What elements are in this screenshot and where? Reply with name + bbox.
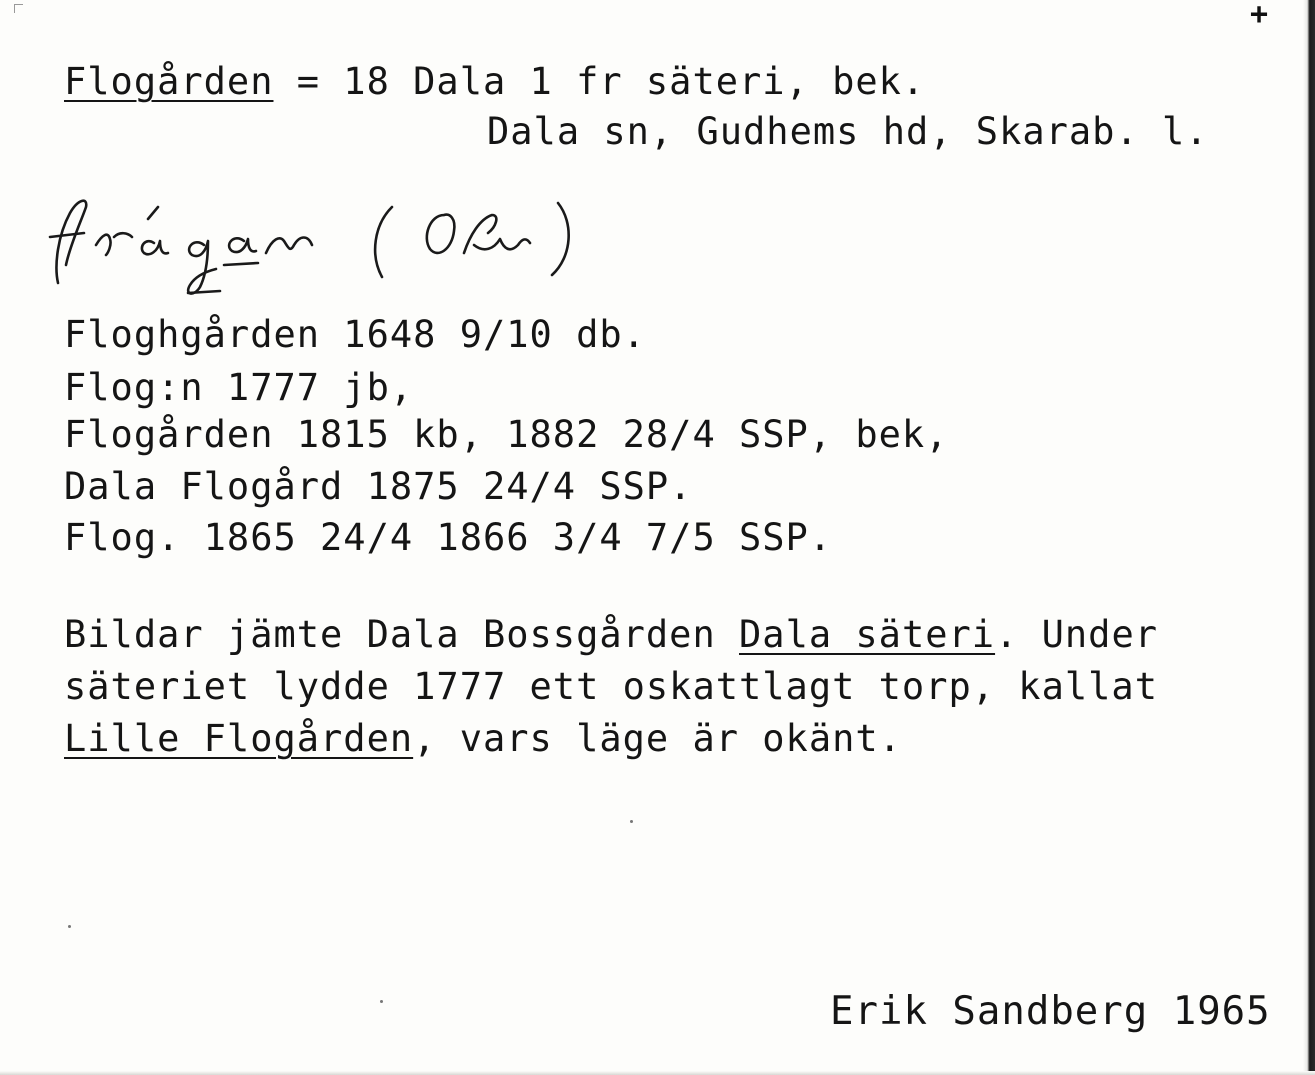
record-line: Dala Flogård 1875 24/4 SSP. [64,465,693,508]
header-line-1 [64,62,925,102]
lille-flogarden-link: Lille Flogården [64,717,414,760]
record-line: Flog. 1865 24/4 1866 3/4 7/5 SSP. [64,516,833,559]
dust-speck [630,820,633,823]
header-line-1-rest: = 18 Dala 1 fr säteri, bek. [273,60,926,103]
description-text: . Under [995,613,1158,656]
dust-speck [380,1000,383,1003]
card-edge-shadow [1303,0,1315,1075]
record-line: Floghgården 1648 9/10 db. [64,313,646,356]
handwritten-note [44,175,584,305]
description-text: , vars läge är okänt. [413,717,902,760]
record-line: Flog:n 1777 jb, [64,366,414,409]
place-name: Flogården [64,60,274,103]
description-line-2: säteriet lydde 1777 ett oskattlagt torp, kallat [64,665,1158,708]
corner-tick [14,4,23,13]
dala-sateri-link: Dala säteri [739,613,996,656]
record-line: Flogården 1815 kb, 1882 28/4 SSP, bek, [64,413,949,456]
signature: Erik Sandberg 1965 [830,989,1271,1034]
plus-mark: + [1250,0,1269,32]
description-line-3 [64,719,902,759]
description-line-1 [64,615,1158,655]
dust-speck [68,925,71,928]
header-line-2: Dala sn, Gudhems hd, Skarab. l. [487,110,1209,153]
card-bottom-edge [0,1071,1315,1075]
description-text: Bildar jämte Dala Bossgården [64,613,740,656]
